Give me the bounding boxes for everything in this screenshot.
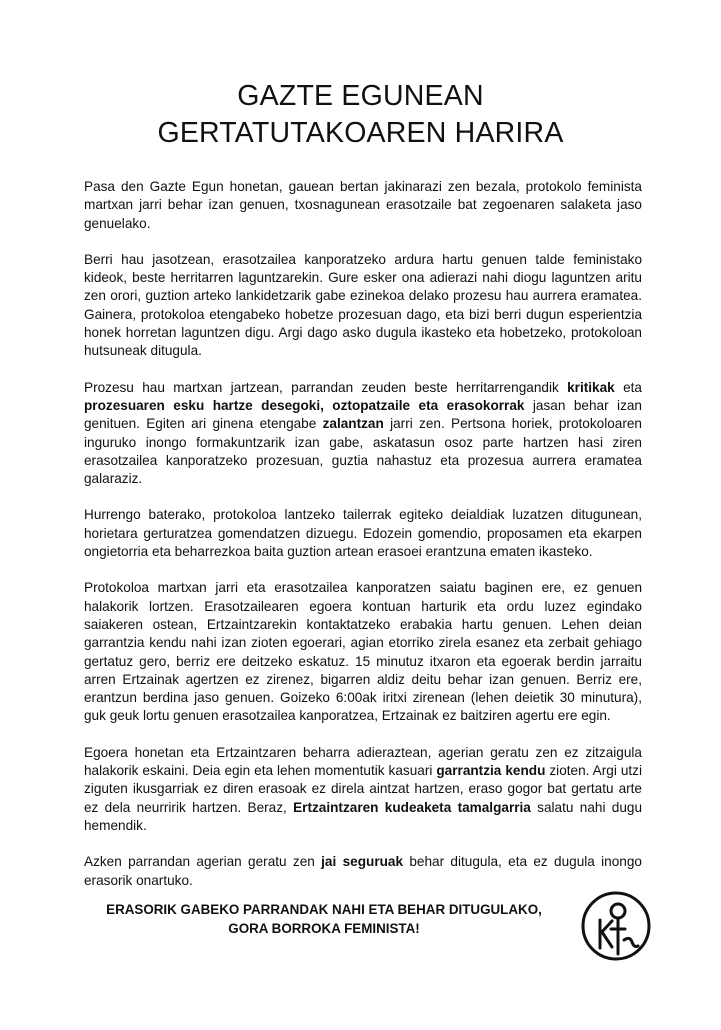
page-title	[0, 78, 721, 152]
title-line-2: GERTATUTAKOAREN HARIRA	[157, 117, 564, 149]
paragraph-2	[84, 251, 642, 361]
paragraph-text: Prozesu hau martxan jartzean, parrandan zeuden beste herritarrengandik	[84, 379, 568, 395]
emphasis-text: kritikak	[567, 379, 615, 395]
paragraph-6	[84, 744, 642, 835]
paragraph-text: Azken parrandan agerian geratu zen	[84, 854, 322, 870]
paragraph-text: Protokoloa martxan jarri eta erasotzailea kanporatzen saiatu baginen ere, ez genuen halakorik lortzen. Erasotzailearen egoera kontuan harturik eta ordu luzez egindako saiakeren ostean, Ertzaintzarekin kontaktatzeko erabakia hartu genuen. Lehen deian garrantzia kendu nahi izan zioten egoerari, agian etorriko zirela esanez eta zerbait gehiago gertatuz gero, berriz ere deitzeko eskatuz. 15 minutuz itxaron eta egoerak berdin jarraitu arren Ertzainak agertzen ez zirenez, bigarren aldiz deitu behar izan genuen. Berriz ere, erantzun berdina jaso genuen. Goizeko 6:00ak iritxi zirenean (lehen deietik 30 minutura), guk geuk lortu genuen erasotzailea kanporatzea, Ertzainak ez baitziren agertu ere egin.	[84, 580, 642, 724]
emphasis-text: Ertzaintzaren kudeaketa tamalgarria	[293, 799, 531, 815]
emphasis-text: zalantzan	[322, 416, 384, 432]
emphasis-text: jai seguruak	[321, 854, 404, 870]
document-body	[84, 178, 642, 908]
paragraph-text: eta	[614, 379, 642, 395]
paragraph-5	[84, 579, 642, 725]
closing-line-1: ERASORIK GABEKO PARRANDAK NAHI ETA BEHAR DITUGULAKO,	[106, 902, 542, 917]
paragraph-text: jarri zen. Pertsona horiek, protokoloaren inguruko inongo formakuntzarik izan gabe, askatasun osoz parte hartzen hasi ziren erasotzailea kanporatzeko prozesuan, guztia nahastuz eta prozesua aurrera eramatea galaraziz.	[84, 416, 642, 487]
paragraph-text: Hurrengo baterako, protokoloa lantzeko tailerrak egiteko deialdiak luzatzen ditugunean, horietara gerturatzea gomendatzen dizuegu. Edozein gomendio, proposamen eta ekarpen ongietorria eta beharrezkoa baita guztion artean erasoei erantzuna ematen ikasteko.	[84, 507, 642, 560]
paragraph-4	[84, 506, 642, 561]
paragraph-text: Egoera honetan eta Ertzaintzaren beharra adieraztean, agerian geratu zen ez zitzaigula halakorik eskaini. Deia egin eta lehen momentutik kasuari	[84, 744, 642, 779]
emphasis-text: garrantzia kendu	[436, 763, 546, 779]
paragraph-text: Berri hau jasotzean, erasotzailea kanporatzeko ardura hartu genuen talde feministako kideok, beste herritarren laguntzarekin. Gure esker ona adierazi nahi diogu laguntzen aritu zen orori, guztion arteko lankidetzarik gabe ezinekoa delako prozesu hau aurrera eramatea. Gainera, protokoloa etengabeko hobetze prozesuan dago, eta bizi berri dugun esperientzia honek horretan laguntzen digu. Argi dago asko dugula ikasteko eta hobetzeko, protokoloan hutsuneak ditugula.	[84, 251, 642, 359]
paragraph-1	[84, 178, 642, 233]
paragraph-7	[84, 853, 642, 890]
feminist-group-logo-icon	[580, 890, 652, 962]
paragraph-text: jasan behar izan genituen. Egiten ari ginena etengabe	[84, 397, 642, 432]
paragraph-text: Pasa den Gazte Egun honetan, gauean bertan jakinarazi zen bezala, protokolo feminista martxan jarri behar izan genuen, txosnagunean erasotzaile bat zegoenaren salaketa jaso genuelako.	[84, 179, 642, 231]
closing-slogan	[84, 901, 564, 938]
paragraph-text: salatu nahi dugu hemendik.	[84, 799, 643, 833]
paragraph-text: zioten. Argi utzi ziguten ikusgarriak ez diren erasoak ez direla aintzat hartzen, eraso gogor bat gertatu arte ez dela neurririk hartzen. Beraz,	[84, 763, 642, 815]
paragraph-text: behar ditugula, eta ez dugula inongo erasorik onartuko.	[84, 854, 642, 888]
emphasis-text: prozesuaren esku hartze desegoki, oztopatzaile eta erasokorrak	[84, 397, 525, 413]
title-line-1: GAZTE EGUNEAN	[237, 80, 484, 112]
closing-line-2: GORA BORROKA FEMINISTA!	[228, 920, 420, 936]
paragraph-3	[84, 379, 642, 489]
